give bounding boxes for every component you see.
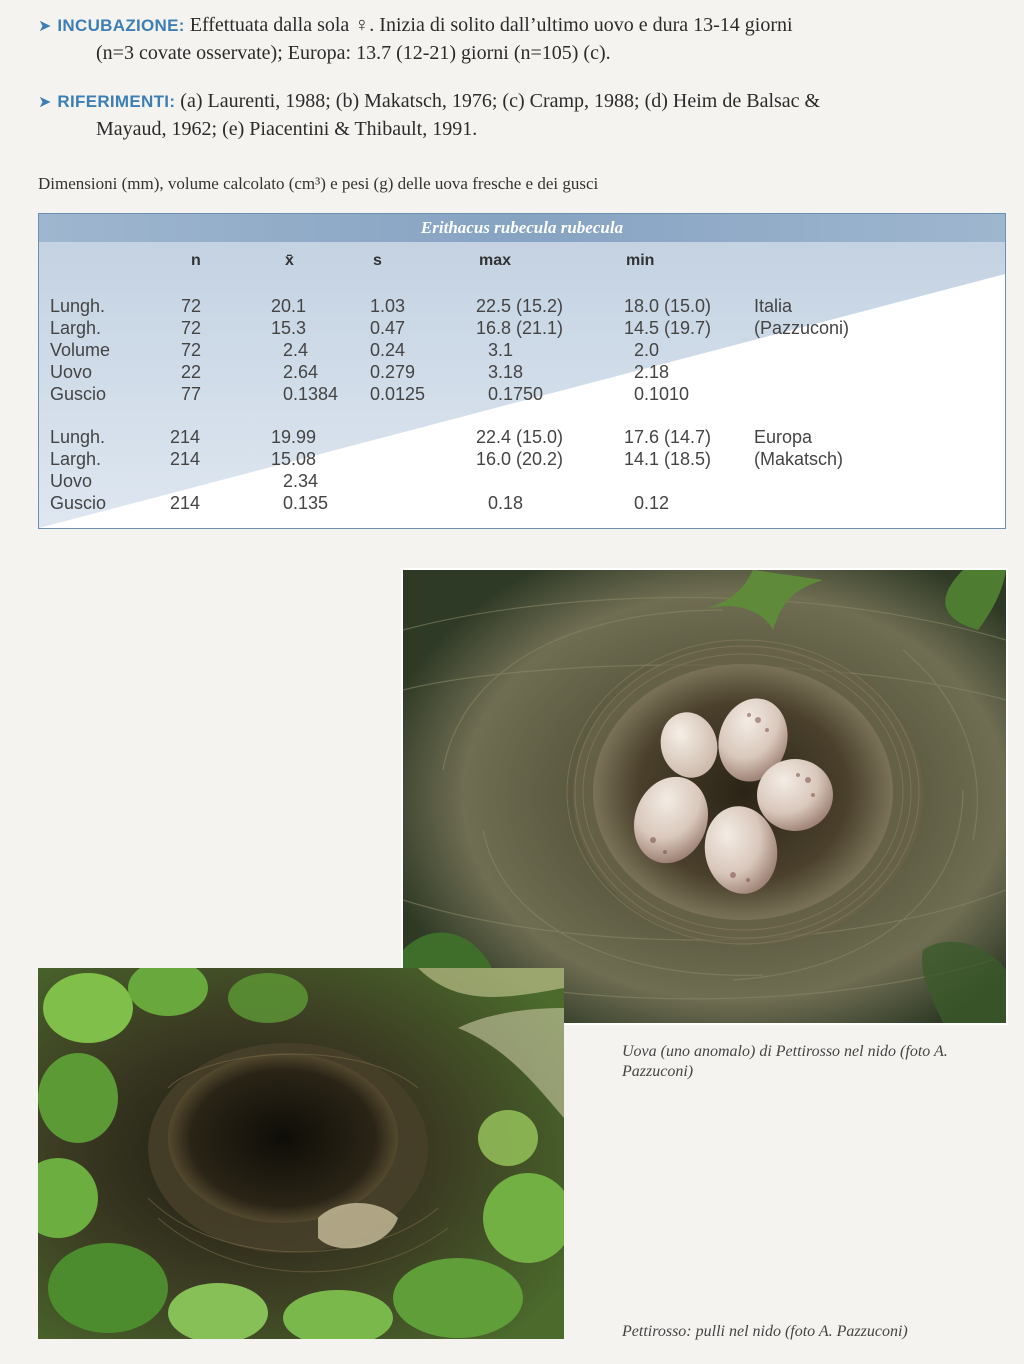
egg-measurements-table xyxy=(38,213,1006,529)
chicks-in-nest-photo xyxy=(38,968,564,1339)
riferimenti-text-line1: (a) Laurenti, 1988; (b) Makatsch, 1976; (c) Cramp, 1988; (d) Heim de Balsac & xyxy=(180,90,821,112)
source-label: Italia xyxy=(754,296,793,316)
cell-n: 72 xyxy=(181,340,202,360)
eggs-in-nest-photo xyxy=(401,568,1008,1025)
row-label: Guscio xyxy=(50,493,107,513)
cell-min: 0.1010 xyxy=(634,384,690,404)
cell-mean: 2.34 xyxy=(283,471,319,491)
cell-mean: 0.135 xyxy=(283,493,329,513)
cell-s: 1.03 xyxy=(370,296,406,316)
cell-n: 214 xyxy=(170,427,201,447)
row-label: Uovo xyxy=(50,471,93,491)
cell-min: 18.0 (15.0) xyxy=(624,296,712,316)
arrow-bullet-icon: ➤ xyxy=(38,18,52,35)
cell-max: 16.8 (21.1) xyxy=(476,318,564,338)
cell-n: 214 xyxy=(170,493,201,513)
row-label: Lungh. xyxy=(50,296,106,316)
incubazione-text-line2: (n=3 covate osservate); Europa: 13.7 (12-21) giorni (n=105) (c). xyxy=(96,42,611,64)
cell-mean: 2.4 xyxy=(283,340,309,360)
cell-max: 0.1750 xyxy=(488,384,544,404)
riferimenti-tag: RIFERIMENTI: xyxy=(57,92,176,111)
source-label: (Makatsch) xyxy=(754,449,844,469)
cell-min: 2.18 xyxy=(634,362,670,382)
cell-n: 214 xyxy=(170,449,201,469)
cell-min: 17.6 (14.7) xyxy=(624,427,712,447)
cell-max: 0.18 xyxy=(488,493,524,513)
cell-mean: 0.1384 xyxy=(283,384,339,404)
incubazione-paragraph xyxy=(38,12,1008,66)
table-title: Erithacus rubecula rubecula xyxy=(420,218,624,237)
cell-s: 0.24 xyxy=(370,340,406,360)
cell-max: 3.18 xyxy=(488,362,524,382)
table-caption: Dimensioni (mm), volume calcolato (cm³) e pesi (g) delle uova fresche e dei gusci xyxy=(38,174,599,193)
cell-min: 2.0 xyxy=(634,340,660,360)
cell-min: 14.1 (18.5) xyxy=(624,449,712,469)
row-label: Largh. xyxy=(50,318,102,338)
arrow-bullet-icon: ➤ xyxy=(38,94,52,111)
incubazione-tag: INCUBAZIONE: xyxy=(57,16,185,35)
cell-max: 22.4 (15.0) xyxy=(476,427,564,447)
row-label: Lungh. xyxy=(50,427,106,447)
row-label: Volume xyxy=(50,340,111,360)
photo2-caption: Pettirosso: pulli nel nido (foto A. Pazzuconi) xyxy=(622,1323,908,1340)
cell-mean: 15.08 xyxy=(271,449,317,469)
riferimenti-text-line2: Mayaud, 1962; (e) Piacentini & Thibault, 1991. xyxy=(96,118,478,140)
cell-max: 16.0 (20.2) xyxy=(476,449,564,469)
cell-mean: 19.99 xyxy=(271,427,317,447)
cell-n: 72 xyxy=(181,318,202,338)
cell-n: 77 xyxy=(181,384,202,404)
cell-min: 14.5 (19.7) xyxy=(624,318,712,338)
cell-mean: 20.1 xyxy=(271,296,307,316)
header-min: min xyxy=(626,252,655,269)
header-s: s xyxy=(373,252,382,269)
cell-n: 72 xyxy=(181,296,202,316)
cell-s: 0.0125 xyxy=(370,384,426,404)
cell-mean: 15.3 xyxy=(271,318,307,338)
incubazione-text-line1: Effettuata dalla sola ♀. Inizia di solito dall’ultimo uovo e dura 13-14 giorni xyxy=(189,14,793,36)
row-label: Uovo xyxy=(50,362,93,382)
cell-min: 0.12 xyxy=(634,493,670,513)
cell-max: 3.1 xyxy=(488,340,514,360)
cell-s: 0.279 xyxy=(370,362,416,382)
header-mean: x̄ xyxy=(285,252,294,269)
riferimenti-paragraph xyxy=(38,88,1008,142)
photo1-caption: Uova (uno anomalo) di Pettirosso nel nido (foto A. Pazzuconi) xyxy=(622,1043,948,1080)
header-n: n xyxy=(191,252,201,269)
header-max: max xyxy=(479,252,512,269)
source-label: (Pazzuconi) xyxy=(754,318,850,338)
source-label: Europa xyxy=(754,427,813,447)
row-label: Guscio xyxy=(50,384,107,404)
cell-s: 0.47 xyxy=(370,318,406,338)
row-label: Largh. xyxy=(50,449,102,469)
cell-mean: 2.64 xyxy=(283,362,319,382)
cell-n: 22 xyxy=(181,362,202,382)
cell-max: 22.5 (15.2) xyxy=(476,296,564,316)
